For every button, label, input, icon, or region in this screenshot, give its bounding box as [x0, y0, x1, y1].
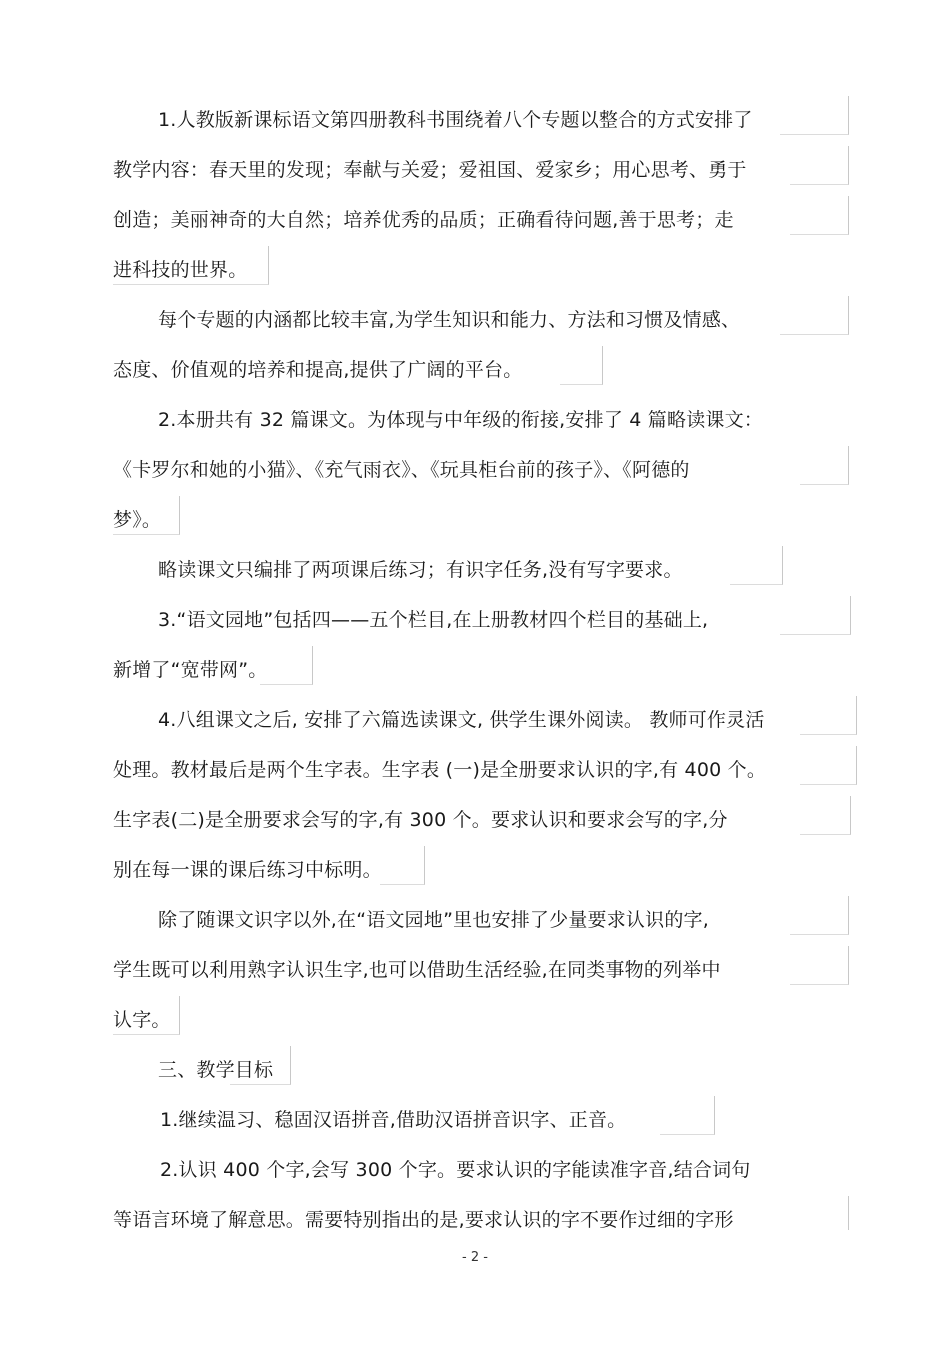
line-marker [380, 846, 425, 885]
text-line: 创造；美丽神奇的大自然；培养优秀的品质；正确看待问题,善于思考；走 [113, 209, 734, 231]
line-marker [780, 596, 851, 635]
text-line: 《卡罗尔和她的小猫》、《充气雨衣》、《玩具柜台前的孩子》、《阿德的 [113, 459, 690, 481]
text-line: 进科技的世界。 [113, 259, 248, 281]
text-line: 新增了“宽带网”。 [113, 659, 268, 681]
text-line: 除了随课文识字以外,在“语文园地”里也安排了少量要求认识的字, [158, 909, 709, 931]
text-line: 等语言环境了解意思。需要特别指出的是,要求认识的字不要作过细的字形 [113, 1209, 734, 1231]
page-number: - 2 - [462, 1250, 488, 1265]
text-line: 4.八组课文之后, 安排了六篇选读课文, 供学生课外阅读。 教师可作灵活 [158, 709, 765, 731]
text-line: 态度、价值观的培养和提高,提供了广阔的平台。 [113, 359, 523, 381]
text-line: 3.“语文园地”包括四——五个栏目,在上册教材四个栏目的基础上, [158, 609, 709, 631]
text-line: 2.本册共有 32 篇课文。为体现与中年级的衔接,安排了 4 篇略读课文： [158, 409, 763, 431]
line-marker [230, 1046, 291, 1085]
line-marker [260, 646, 313, 685]
text-line: 1.人教版新课标语文第四册教科书围绕着八个专题以整合的方式安排了 [158, 109, 753, 131]
line-marker [800, 746, 857, 785]
line-marker [790, 146, 849, 185]
line-marker [560, 346, 603, 385]
line-marker [660, 1096, 715, 1135]
text-line: 每个专题的内涵都比较丰富,为学生知识和能力、方法和习惯及情感、 [158, 309, 741, 331]
text-line: 教学内容：春天里的发现；奉献与关爱；爱祖国、爱家乡；用心思考、勇于 [113, 159, 747, 181]
line-marker [790, 946, 849, 985]
line-marker [780, 296, 849, 335]
text-line: 处理。教材最后是两个生字表。生字表 (一)是全册要求认识的字,有 400 个。 [113, 759, 767, 781]
line-marker [790, 1196, 849, 1230]
text-line: 认字。 [113, 1009, 171, 1031]
text-line: 1.继续温习、稳固汉语拼音,借助汉语拼音识字、正音。 [160, 1109, 627, 1131]
line-marker [800, 696, 857, 735]
text-line: 略读课文只编排了两项课后练习；有识字任务,没有写字要求。 [158, 559, 683, 581]
line-marker [790, 196, 849, 235]
text-line: 别在每一课的课后练习中标明。 [113, 859, 382, 881]
section-heading: 三、教学目标 [158, 1059, 274, 1081]
line-marker [800, 796, 851, 835]
line-marker [113, 996, 180, 1035]
line-marker [730, 546, 783, 585]
line-marker [800, 446, 849, 485]
text-line: 生字表(二)是全册要求会写的字,有 300 个。要求认识和要求会写的字,分 [113, 809, 728, 831]
line-marker [113, 496, 180, 535]
line-marker [780, 96, 849, 135]
text-line: 学生既可以利用熟字认识生字,也可以借助生活经验,在同类事物的列举中 [113, 959, 721, 981]
line-marker [790, 896, 849, 935]
line-marker [113, 246, 269, 285]
text-line: 2.认识 400 个字,会写 300 个字。要求认识的字能读准字音,结合词句 [160, 1159, 751, 1181]
text-line: 梦》。 [113, 509, 162, 531]
